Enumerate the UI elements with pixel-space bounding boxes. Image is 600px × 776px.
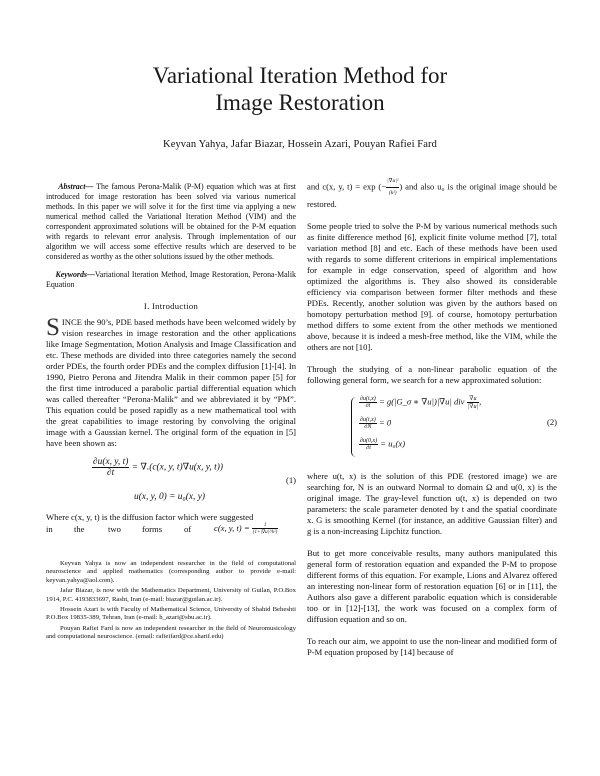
- paragraph-pm-methods: Some people tried to solve the P-M by various numerical methods such as finite difference method [6], explicit finite volume method [7], total variation method [8] and etc. Each of these methods have been used with regards to some different criterions in empirical implementations for example in edge conservation, speed of algorithm and how optimized the algorithms is. They also showed its considerable efficiency via comparison between former filter methods and these PDEs. Recently, another solution was given by the authors based on homotopy perturbation method [9]. of course, homotopy perturbation method differs to some extent from the other methods we mentioned above, because it is indeed a mesh-free method, like the VIM, while the others are not [10].: [307, 221, 557, 352]
- keywords-label: Keywords—: [55, 270, 95, 279]
- equation-2: [307, 395, 557, 461]
- eq1-initial-condition: u(x, y, 0) = u₀(x, y): [134, 492, 206, 502]
- paper-title-line-2: Image Restoration: [215, 90, 385, 115]
- eq2-line-2: $\frac{\partial u(t,x)}{\partial N}$ = 0: [360, 417, 392, 430]
- footnote-2: Jafar Biazar, is now with the Mathematics Department, University of Guilan, P.O.Box 1914, P.C. 4193833697, Rasht, Iran (e-mail: biazar@guilan.ac.ir).: [46, 587, 296, 603]
- intro-text: the 90’s, PDE based methods have been welcomed widely by vision researches in image restoration and the other applications like Image Segmentation, Motion Analysis and Image Classification and etc. These methods are divided into three categories namely the second order PDEs, the fourth order PDEs and the complex diffusion [1]-[4]. In 1990, Pietro Perona and Jitendra Malik in their common paper [5] for the first time introduced a parabolic partial differential equation which was called thereafter “Perona-Malik” and we abbreviated it by “PM”. This equation could be posed rapidly as a new mathematical tool with the great capabilities to image restoring by convolving the original image with a Gaussian kernel. The original form of the equation in [5] have been shown as:: [46, 317, 296, 448]
- exp-fraction: $\frac{\text{|∇u|²}}{\text{(k²)}}$: [387, 178, 399, 196]
- eq2-line-3: $\frac{\partial u(0,x)}{\partial t}$ = u₀(x): [360, 438, 406, 451]
- eq2-number: (2): [546, 417, 557, 427]
- keywords: [46, 270, 296, 290]
- c-formula: c(x, y, t) = $\frac{1}{\text{(1+|∇u|²/k²)}}$: [214, 523, 278, 536]
- eq1-lhs-fraction: $\frac{\partial u(x, y, t)}{\partial t}$: [93, 457, 129, 478]
- paragraph-where-u: where u(t, x) is the solution of this PDE (restored image) we are searching for, N is an outward Normal to domain Ω and u(0, x) is the original image. The gray-level function u(t, x) is depended on two parameters: the scale parameter denoted by t and the spatial coordinate x. G is smoothing Kernel (for instance, an additive Gaussian filter) and g is a non-increasing Lipchitz function.: [307, 471, 557, 536]
- abstract-label: Abstract—: [58, 182, 94, 191]
- footnote-4: Pouyan Rafiei Fard is now an independent researcher in the field of Neuromusicology and computational neuroscience. (email: rafieifard@ce.sharif.edu): [46, 624, 296, 641]
- eq2-brace: [351, 397, 356, 457]
- abstract-text: The famous Perona-Malik (P-M) equation which was at first introduced for image restoration has been solved via various numerical methods. In this paper we will solve it for the first time via applying a new numerical method called the Variational Iteration Method (VIM) and the correspondent approximated solutions will be obtained for the P-M equation with regards to relevant error analysis. Through implementation of our algorithm we will access some effective results which are deserved to be considered as worthy as the other solutions issued by the other methods.: [46, 182, 296, 261]
- eq1-rhs: = ∇.(c(x, y, t)∇u(x, y, t)): [131, 462, 223, 473]
- intro-smallcaps: INCE: [61, 317, 82, 327]
- eq1-number: (1): [285, 475, 296, 485]
- footnotes: [46, 560, 296, 642]
- author-list: Keyvan Yahya, Jafar Biazar, Hossein Azari, Pouyan Rafiei Fard: [163, 139, 437, 150]
- footnote-3: Hossein Azari is with Faculty of Mathematical Science, University of Shahid Beheshti P.O.Box 19835-389, Tehran, Iran (e-mail: h_azari@sbu.ac.ir).: [46, 606, 296, 622]
- paragraph-general-form: Through the studying of a non-linear parabolic equation of the following general form, we search for a new approximated solution:: [307, 364, 557, 385]
- eq2-line-1: $\frac{\partial u(t,x)}{\partial t}$ = g(|G_σ ∗ ∇u|)|∇u| div $\frac{\nabla u}{|\nabla u|}$ ,: [360, 396, 482, 410]
- paragraph-variants: But to get more conceivable results, many authors manipulated this general form of restoration equation and expanded the P-M to propose different forms of this equation. For example, Lions and Alvarez offered an interesting non-linear form of restoration equation [6] or in [11], the Authors also gave a different parabolic equation which is considerable too or in [12]-[13], the work was focused on a complex form of diffusion equation and so on.: [307, 548, 557, 624]
- paragraph-our-aim: To reach our aim, we appoint to use the non-linear and modified form of P-M equation proposed by [14] because of: [307, 636, 557, 657]
- footnote-1: Keyvan Yahya is now an independent researcher in the field of computational neuroscience and applied mathematics (corresponding author to provide e-mail: keyvan.yahya@aol.com).: [46, 560, 296, 584]
- where-c-forms-line: in the two forms of c(x, y, t) = $\frac{1}{\text{(1+|∇u|²/k²)}}$: [46, 523, 278, 536]
- c-exp-paragraph: and c(x, y, t) = exp (− $\frac{\text{|∇u|²}}{\text{(k²)}}$ ) and also u₀ is the original image should be restored.: [307, 178, 557, 209]
- drop-cap: S: [46, 314, 60, 341]
- equation-1: [46, 457, 296, 507]
- left-column: [46, 182, 296, 642]
- abstract: [46, 182, 296, 262]
- where-c-line: Where c(x, y, t) is the diffusion factor which were suggested: [46, 512, 254, 522]
- keywords-text: Variational Iteration Method, Image Restoration, Perona-Malik Equation: [46, 270, 297, 289]
- paper-title-line-1: Variational Iteration Method for: [152, 63, 448, 88]
- right-column: [307, 176, 557, 658]
- section-heading-introduction: I. Introduction: [143, 301, 199, 311]
- intro-paragraph: [46, 314, 296, 449]
